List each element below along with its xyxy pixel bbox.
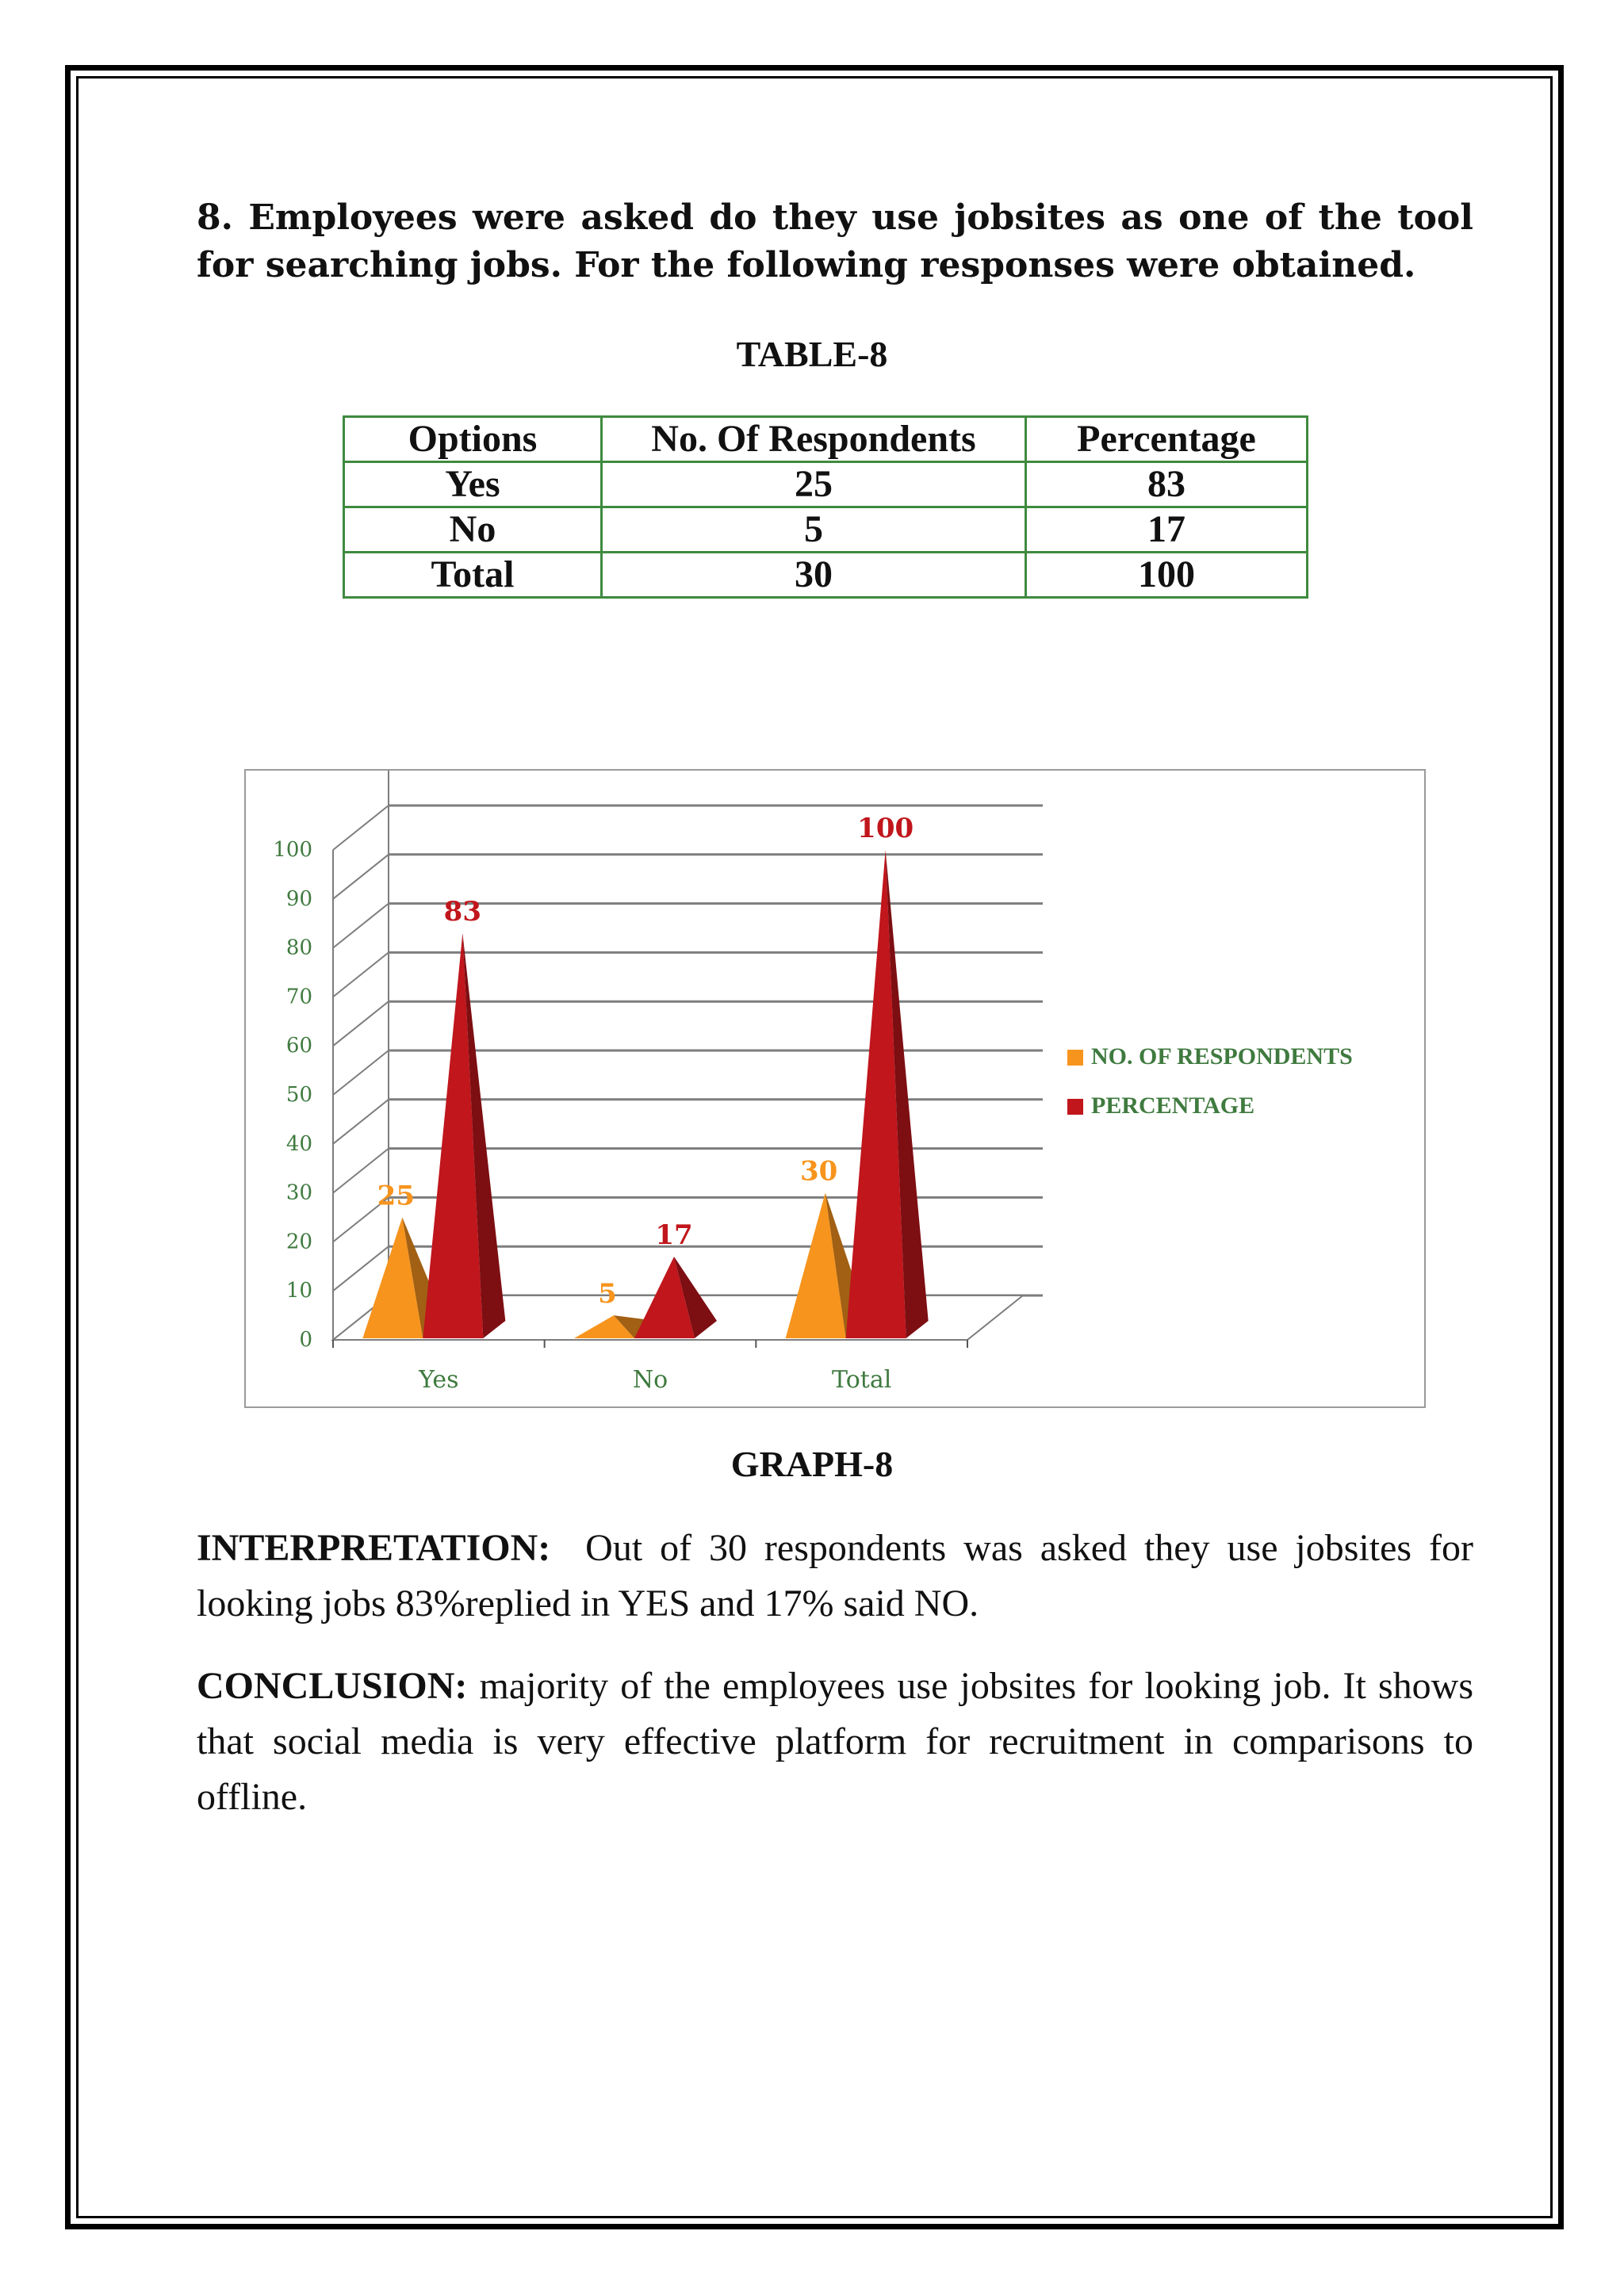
- table-cell: 100: [1026, 553, 1308, 598]
- side-wall-line: [333, 904, 389, 948]
- x-tick-label: Yes: [419, 1366, 459, 1394]
- side-wall-line: [333, 1100, 389, 1144]
- interpretation-paragraph: [197, 1521, 1473, 1632]
- x-tick-label: Total: [832, 1366, 892, 1394]
- table-cell: Yes: [344, 462, 602, 507]
- table-row: [344, 507, 1308, 553]
- side-wall-line: [333, 1246, 389, 1291]
- table-header-row: [344, 417, 1308, 462]
- table-header-cell: Options: [344, 417, 602, 462]
- side-wall-line: [333, 1001, 389, 1046]
- y-tick-label: 30: [285, 1181, 312, 1205]
- table-caption: TABLE-8: [736, 334, 888, 374]
- y-tick-label: 100: [273, 838, 312, 862]
- table-cell: 30: [602, 553, 1026, 598]
- y-tick-label: 80: [285, 936, 312, 960]
- side-wall-line: [333, 806, 389, 850]
- y-tick-label: 50: [285, 1083, 312, 1107]
- data-label: 17: [655, 1219, 693, 1251]
- y-tick-label: 20: [285, 1230, 312, 1254]
- legend-label: NO. OF RESPONDENTS: [1091, 1043, 1353, 1070]
- interpretation-label: INTERPRETATION:: [197, 1527, 551, 1569]
- side-wall-line: [333, 952, 389, 997]
- table-row: [344, 553, 1308, 598]
- chart-frame: [244, 769, 1426, 1408]
- graph-caption: GRAPH-8: [730, 1444, 894, 1484]
- legend-swatch: [1067, 1050, 1083, 1066]
- y-tick-label: 0: [299, 1328, 312, 1352]
- responses-table: [343, 415, 1308, 599]
- data-label: 30: [800, 1155, 838, 1188]
- table-cell: 25: [602, 462, 1026, 507]
- side-wall-line: [333, 1050, 389, 1095]
- data-label: 83: [443, 896, 481, 928]
- y-tick-label: 40: [285, 1131, 312, 1156]
- data-label: 5: [598, 1278, 617, 1311]
- table-row: [344, 462, 1308, 507]
- table-cell: No: [344, 507, 602, 553]
- y-tick-label: 10: [285, 1279, 312, 1303]
- x-tick-label: No: [632, 1366, 668, 1394]
- interpretation-text: Out of 30 respondents was asked they use jobsites for looking jobs 83%replied in YES and 17% said NO.: [197, 1527, 1474, 1624]
- table-cell: 5: [602, 507, 1026, 553]
- table-cell: 83: [1026, 462, 1308, 507]
- side-wall-line: [333, 855, 389, 899]
- conclusion-label: CONCLUSION:: [197, 1665, 468, 1707]
- legend-label: PERCENTAGE: [1091, 1093, 1255, 1119]
- pyramid-chart: [246, 771, 1427, 1410]
- y-tick-label: 70: [285, 985, 312, 1009]
- y-tick-label: 90: [285, 886, 312, 911]
- table-header-cell: Percentage: [1026, 417, 1308, 462]
- conclusion-paragraph: [197, 1659, 1473, 1825]
- table-header-cell: No. Of Respondents: [602, 417, 1026, 462]
- conclusion-text: majority of the employees use jobsites for looking job. It shows that social media is very effective platform for recruitment in comparisons to offline.: [197, 1665, 1474, 1818]
- table-cell: 17: [1026, 507, 1308, 553]
- question-text: 8. Employees were asked do they use jobsites as one of the tool for searching jobs. For the following responses were obtained.: [197, 197, 1473, 285]
- data-label: 25: [377, 1180, 415, 1212]
- data-label: 100: [857, 813, 914, 844]
- legend-swatch: [1067, 1099, 1083, 1115]
- table-cell: Total: [344, 553, 602, 598]
- y-tick-label: 60: [285, 1034, 312, 1058]
